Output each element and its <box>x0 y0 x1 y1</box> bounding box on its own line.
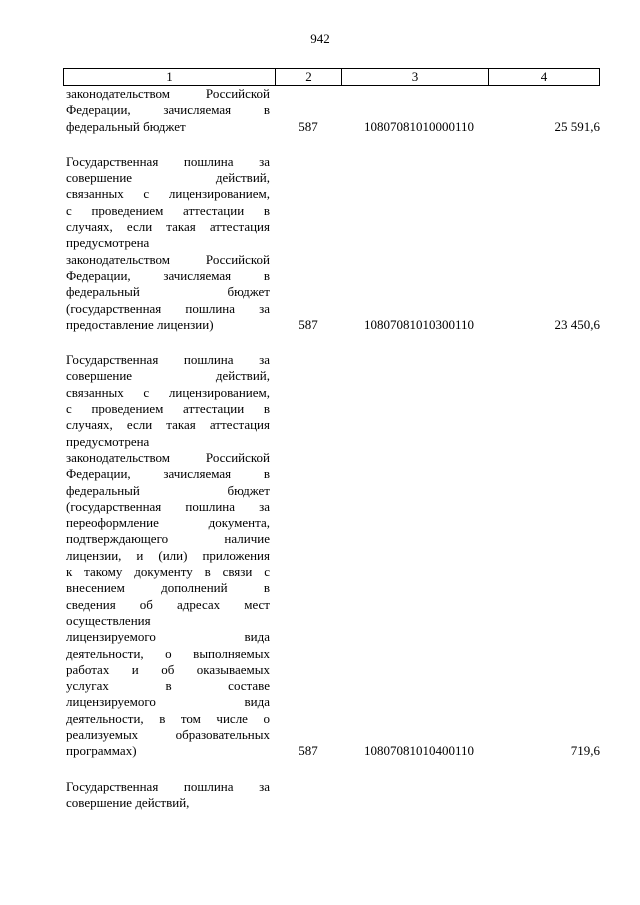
description-line: законодательством Российской <box>66 449 270 465</box>
table-header <box>63 68 600 86</box>
description-line: случаях, если такая аттестация <box>66 219 270 235</box>
description-line: Государственная пошлина за <box>66 153 270 169</box>
budget-classification-code: 10807081010400110 <box>363 743 475 759</box>
description-line: совершение действий, <box>66 794 190 810</box>
description-line: Федерации, зачисляемая в <box>66 267 270 283</box>
description-line: к такому документу в связи с <box>66 564 270 580</box>
amount-value: 25 591,6 <box>554 118 600 134</box>
table-row <box>66 86 600 135</box>
table-row <box>66 154 600 333</box>
description-line: услугах в составе <box>66 678 270 694</box>
description-line: деятельности, в том числе о <box>66 710 270 726</box>
description-line: предусмотрена <box>66 235 150 251</box>
description-line: связанных с лицензированием, <box>66 186 270 202</box>
description-line: лицензируемого вида <box>66 629 270 645</box>
table-row <box>66 779 600 812</box>
table-body <box>66 86 600 811</box>
description-line: сведения об адресах мест <box>66 596 270 612</box>
table-row <box>66 352 600 759</box>
description-line: осуществления <box>66 612 151 628</box>
description-line: внесением дополнений в <box>66 580 270 596</box>
description-line: совершение действий, <box>66 368 270 384</box>
description-line: реализуемых образовательных <box>66 726 270 742</box>
column-header-3: 3 <box>342 69 489 85</box>
administrator-code: 587 <box>298 316 318 332</box>
description-line: лицензии, и (или) приложения <box>66 547 270 563</box>
description-line: законодательством Российской <box>66 86 270 101</box>
budget-classification-code: 10807081010300110 <box>363 316 475 332</box>
column-header-4: 4 <box>540 69 548 84</box>
description-line: переоформление документа, <box>66 515 270 531</box>
description-line: лицензируемого вида <box>66 694 270 710</box>
income-description <box>66 352 270 759</box>
description-line: совершение действий, <box>66 170 270 186</box>
column-header-2: 2 <box>276 69 342 85</box>
amount-value: 23 450,6 <box>554 316 600 332</box>
description-line: с проведением аттестации в <box>66 401 270 417</box>
income-description <box>66 86 270 135</box>
description-line: с проведением аттестации в <box>66 202 270 218</box>
description-line: Федерации, зачисляемая в <box>66 466 270 482</box>
description-line: федеральный бюджет <box>66 118 186 134</box>
description-line: федеральный бюджет <box>66 482 270 498</box>
description-line: Государственная пошлина за <box>66 778 270 794</box>
income-description <box>66 154 270 333</box>
page-number: 942 <box>310 31 330 46</box>
amount-value: 719,6 <box>570 743 600 759</box>
column-header-1: 1 <box>64 69 276 85</box>
description-line: федеральный бюджет <box>66 284 270 300</box>
description-line: предусмотрена <box>66 433 150 449</box>
description-line: программах) <box>66 743 137 759</box>
description-line: работах и об оказываемых <box>66 661 270 677</box>
description-line: законодательством Российской <box>66 251 270 267</box>
description-line: (государственная пошлина за <box>66 498 270 514</box>
description-line: связанных с лицензированием, <box>66 384 270 400</box>
description-line: подтверждающего наличие <box>66 531 270 547</box>
description-line: предоставление лицензии) <box>66 316 214 332</box>
description-line: Федерации, зачисляемая в <box>66 102 270 118</box>
budget-classification-code: 10807081010000110 <box>363 118 475 134</box>
income-description <box>66 779 270 812</box>
description-line: (государственная пошлина за <box>66 300 270 316</box>
administrator-code: 587 <box>298 743 318 759</box>
description-line: Государственная пошлина за <box>66 352 270 368</box>
description-line: случаях, если такая аттестация <box>66 417 270 433</box>
administrator-code: 587 <box>298 118 318 134</box>
description-line: деятельности, о выполняемых <box>66 645 270 661</box>
